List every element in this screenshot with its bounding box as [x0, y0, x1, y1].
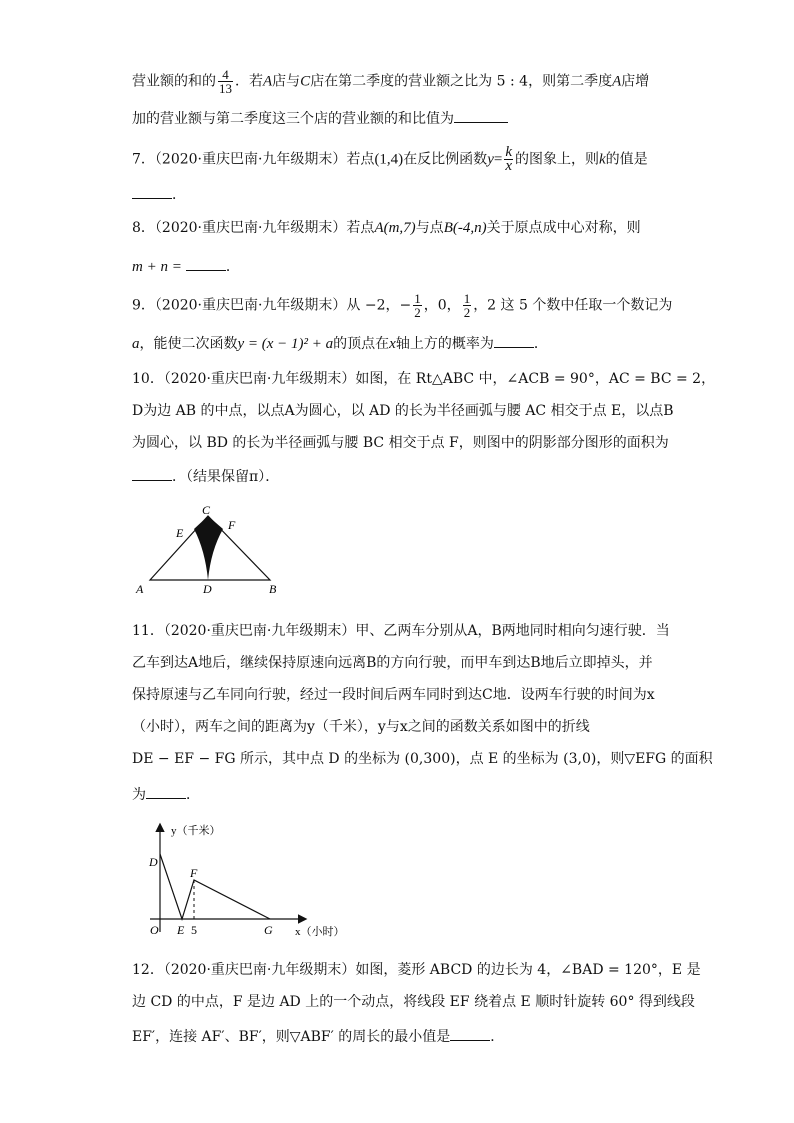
q9-line-1: 9．（2020·重庆巴南·九年级期末）从 −2，− $\frac{1}{2}$ ，0， $\frac{1}{2}$ ，2 这 5 个数中任取一个数记为 [132, 291, 673, 320]
q7-line-1: 7．（2020·重庆巴南·九年级期末）若点(1,4)在反比例函数y= $\frac{k}{x}$ 的图象上，则k的值是 [132, 144, 648, 174]
q11-line-1: 11．（2020·重庆巴南·九年级期末）甲、乙两车分别从A，B两地同时相向匀速行驶．当 [132, 623, 670, 639]
q11-line-5: DE − EF − FG 所示，其中点 D 的坐标为 (0,300)，点 E 的坐标为 (3,0)，则▽EFG 的面积 [132, 751, 713, 767]
label-e: E [177, 923, 185, 937]
label-g: G [264, 923, 273, 937]
fraction: $\frac{1}{2}$ [463, 291, 471, 320]
distance-time-graph [140, 820, 360, 945]
fraction: $\frac{4}{13}$ [219, 67, 232, 96]
tick-5: 5 [191, 923, 197, 937]
x-axis-label: x（小时） [295, 926, 345, 938]
q11-line-4: （小时），两车之间的距离为y（千米），y与x之间的函数关系如图中的折线 [132, 719, 590, 735]
fraction: $\frac{k}{x}$ [505, 144, 512, 174]
q6-line-1: 营业额的和的 $\frac{4}{13}$ ．若A店与C店在第二季度的营业额之比为 5 : 4，则第二季度A店增 [132, 67, 650, 96]
triangle-figure [130, 498, 290, 600]
answer-blank[interactable] [132, 466, 172, 481]
answer-blank[interactable] [146, 784, 186, 799]
answer-blank[interactable] [132, 184, 172, 199]
label-d: D [203, 582, 212, 596]
label-a: A [136, 582, 144, 596]
q11-line-3: 保持原速与乙车同向行驶，经过一段时间后两车同时到达C地．设两车行驶的时间为x [132, 687, 655, 703]
label-e: E [176, 526, 184, 540]
polyline-defg [160, 854, 270, 919]
fraction: $\frac{1}{2}$ [414, 291, 421, 320]
q11-line-6: 为 ． [132, 784, 200, 804]
q10-line-1: 10．（2020·重庆巴南·九年级期末）如图，在 Rt△ABC 中，∠ACB = 90°，AC = BC = 2， [132, 371, 716, 387]
q6-line-2: 加的营业额与第二季度这三个店的营业额的和比值为 [132, 108, 508, 128]
q10-line-3: 为圆心，以 BD 的长为半径画弧与腰 BC 相交于点 F，则图中的阴影部分图形的面积为 [132, 435, 669, 451]
q10-line-2: D为边 AB 的中点，以点A为圆心，以 AD 的长为半径画弧与腰 AC 相交于点 E，以点B [132, 403, 674, 419]
answer-blank[interactable] [186, 256, 226, 271]
q9-line-2: a，能使二次函数y = (x − 1)² + a的顶点在x轴上方的概率为 ． [132, 333, 548, 353]
q8-line-2: m + n = ． [132, 256, 240, 276]
q11-line-2: 乙车到达A地后，继续保持原速向远离B的方向行驶，而甲车到达B地后立即掉头，并 [132, 655, 653, 671]
q12-line-1: 12．（2020·重庆巴南·九年级期末）如图，菱形 ABCD 的边长为 4，∠BAD = 120°，E 是 [132, 962, 701, 978]
q12-line-2: 边 CD 的中点，F 是边 AD 上的一个动点，将线段 EF 绕着点 E 顺时针旋转 60° 得到线段 [132, 994, 695, 1010]
q7-line-2: ． [132, 184, 186, 204]
q12-line-3: EF′，连接 AF′、BF′，则▽ABF′ 的周长的最小值是 ． [132, 1026, 504, 1046]
y-axis-label: y（千米） [171, 825, 221, 837]
label-d: D [149, 855, 158, 869]
answer-blank[interactable] [450, 1026, 490, 1041]
answer-blank[interactable] [454, 108, 508, 123]
q10-line-4: ．（结果保留π）． [132, 466, 279, 486]
label-c: C [202, 503, 211, 517]
label-f: F [190, 866, 198, 880]
q8-line-1: 8．（2020·重庆巴南·九年级期末）若点A(m,7)与点B(-4,n)关于原点成中心对称，则 [132, 220, 641, 236]
shaded-region [194, 516, 223, 580]
answer-blank[interactable] [494, 333, 534, 348]
label-o: O [150, 923, 159, 937]
label-b: B [269, 582, 277, 596]
label-f: F [228, 518, 236, 532]
